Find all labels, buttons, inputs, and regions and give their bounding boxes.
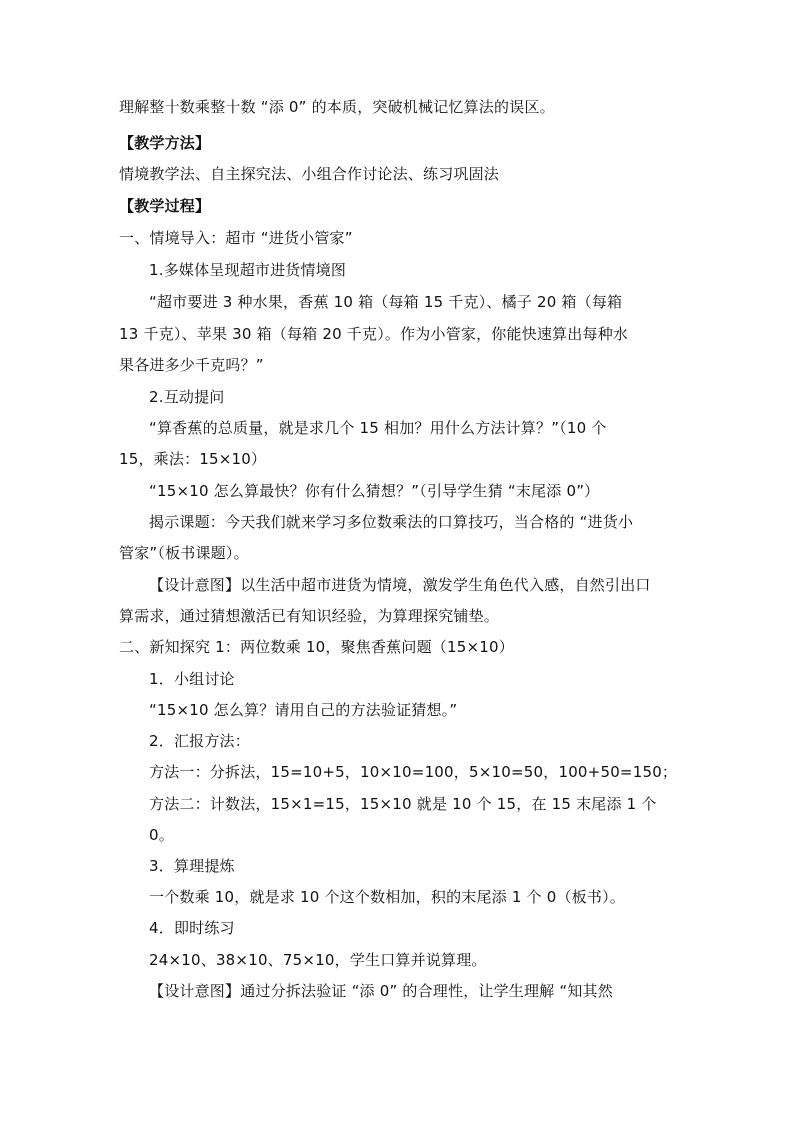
text-line: 算需求，通过猜想激活已有知识经验，为算理探究铺垫。: [119, 607, 500, 625]
text-line: 0。: [149, 826, 174, 844]
text-line: 果各进多少千克吗？”: [119, 356, 264, 374]
text-line: 4．即时练习: [149, 919, 235, 937]
text-line: 1．小组讨论: [149, 670, 235, 688]
text-line: 1.多媒体呈现超市进货情境图: [149, 261, 347, 279]
text-line: 2．汇报方法：: [149, 732, 250, 750]
text-line: 理解整十数乘整十数 “添 0” 的本质，突破机械记忆算法的误区。: [119, 98, 555, 116]
text-line: 【设计意图】以生活中超市进货为情境，激发学生角色代入感，自然引出口: [149, 576, 651, 594]
text-line: 2.互动提问: [149, 388, 225, 406]
text-line: 方法一：分拆法，15=10+5，10×10=100，5×10=50，100+50=150；: [149, 763, 678, 781]
text-line: “算香蕉的总质量，就是求几个 15 相加？用什么方法计算？”（10 个: [149, 419, 607, 437]
text-line: 管家”（板书课题）。: [119, 544, 249, 562]
text-line: 【设计意图】通过分拆法验证 “添 0” 的合理性，让学生理解 “知其然: [149, 982, 613, 1000]
text-line: “15×10 怎么算？请用自己的方法验证猜想。”: [149, 701, 458, 719]
text-line: 一个数乘 10，就是求 10 个这个数相加，积的末尾添 1 个 0（板书）。: [149, 888, 625, 906]
section-heading: 【教学过程】: [119, 197, 211, 215]
text-line: 15，乘法：15×10）: [119, 450, 267, 468]
text-line: 24×10、38×10、75×10，学生口算并说算理。: [149, 951, 487, 969]
text-line: “超市要进 3 种水果，香蕉 10 箱（每箱 15 千克）、橘子 20 箱（每箱: [149, 293, 623, 311]
text-line: 方法二：计数法，15×1=15，15×10 就是 10 个 15，在 15 末尾添 1 个: [149, 795, 657, 813]
text-line: 一、情境导入：超市 “进货小管家”: [119, 229, 353, 247]
text-line: “15×10 怎么算最快？你有什么猜想？”（引导学生猜 “末尾添 0”）: [149, 482, 600, 500]
section-heading: 【教学方法】: [119, 134, 211, 152]
text-line: 情境教学法、自主探究法、小组合作讨论法、练习巩固法: [119, 165, 500, 183]
text-line: 3．算理提炼: [149, 857, 235, 875]
text-line: 揭示课题：今天我们就来学习多位数乘法的口算技巧，当合格的 “进货小: [149, 513, 634, 531]
text-line: 13 千克）、苹果 30 箱（每箱 20 千克）。作为小管家，你能快速算出每种水: [119, 325, 629, 343]
text-line: 二、新知探究 1：两位数乘 10，聚焦香蕉问题（15×10）: [119, 638, 514, 656]
